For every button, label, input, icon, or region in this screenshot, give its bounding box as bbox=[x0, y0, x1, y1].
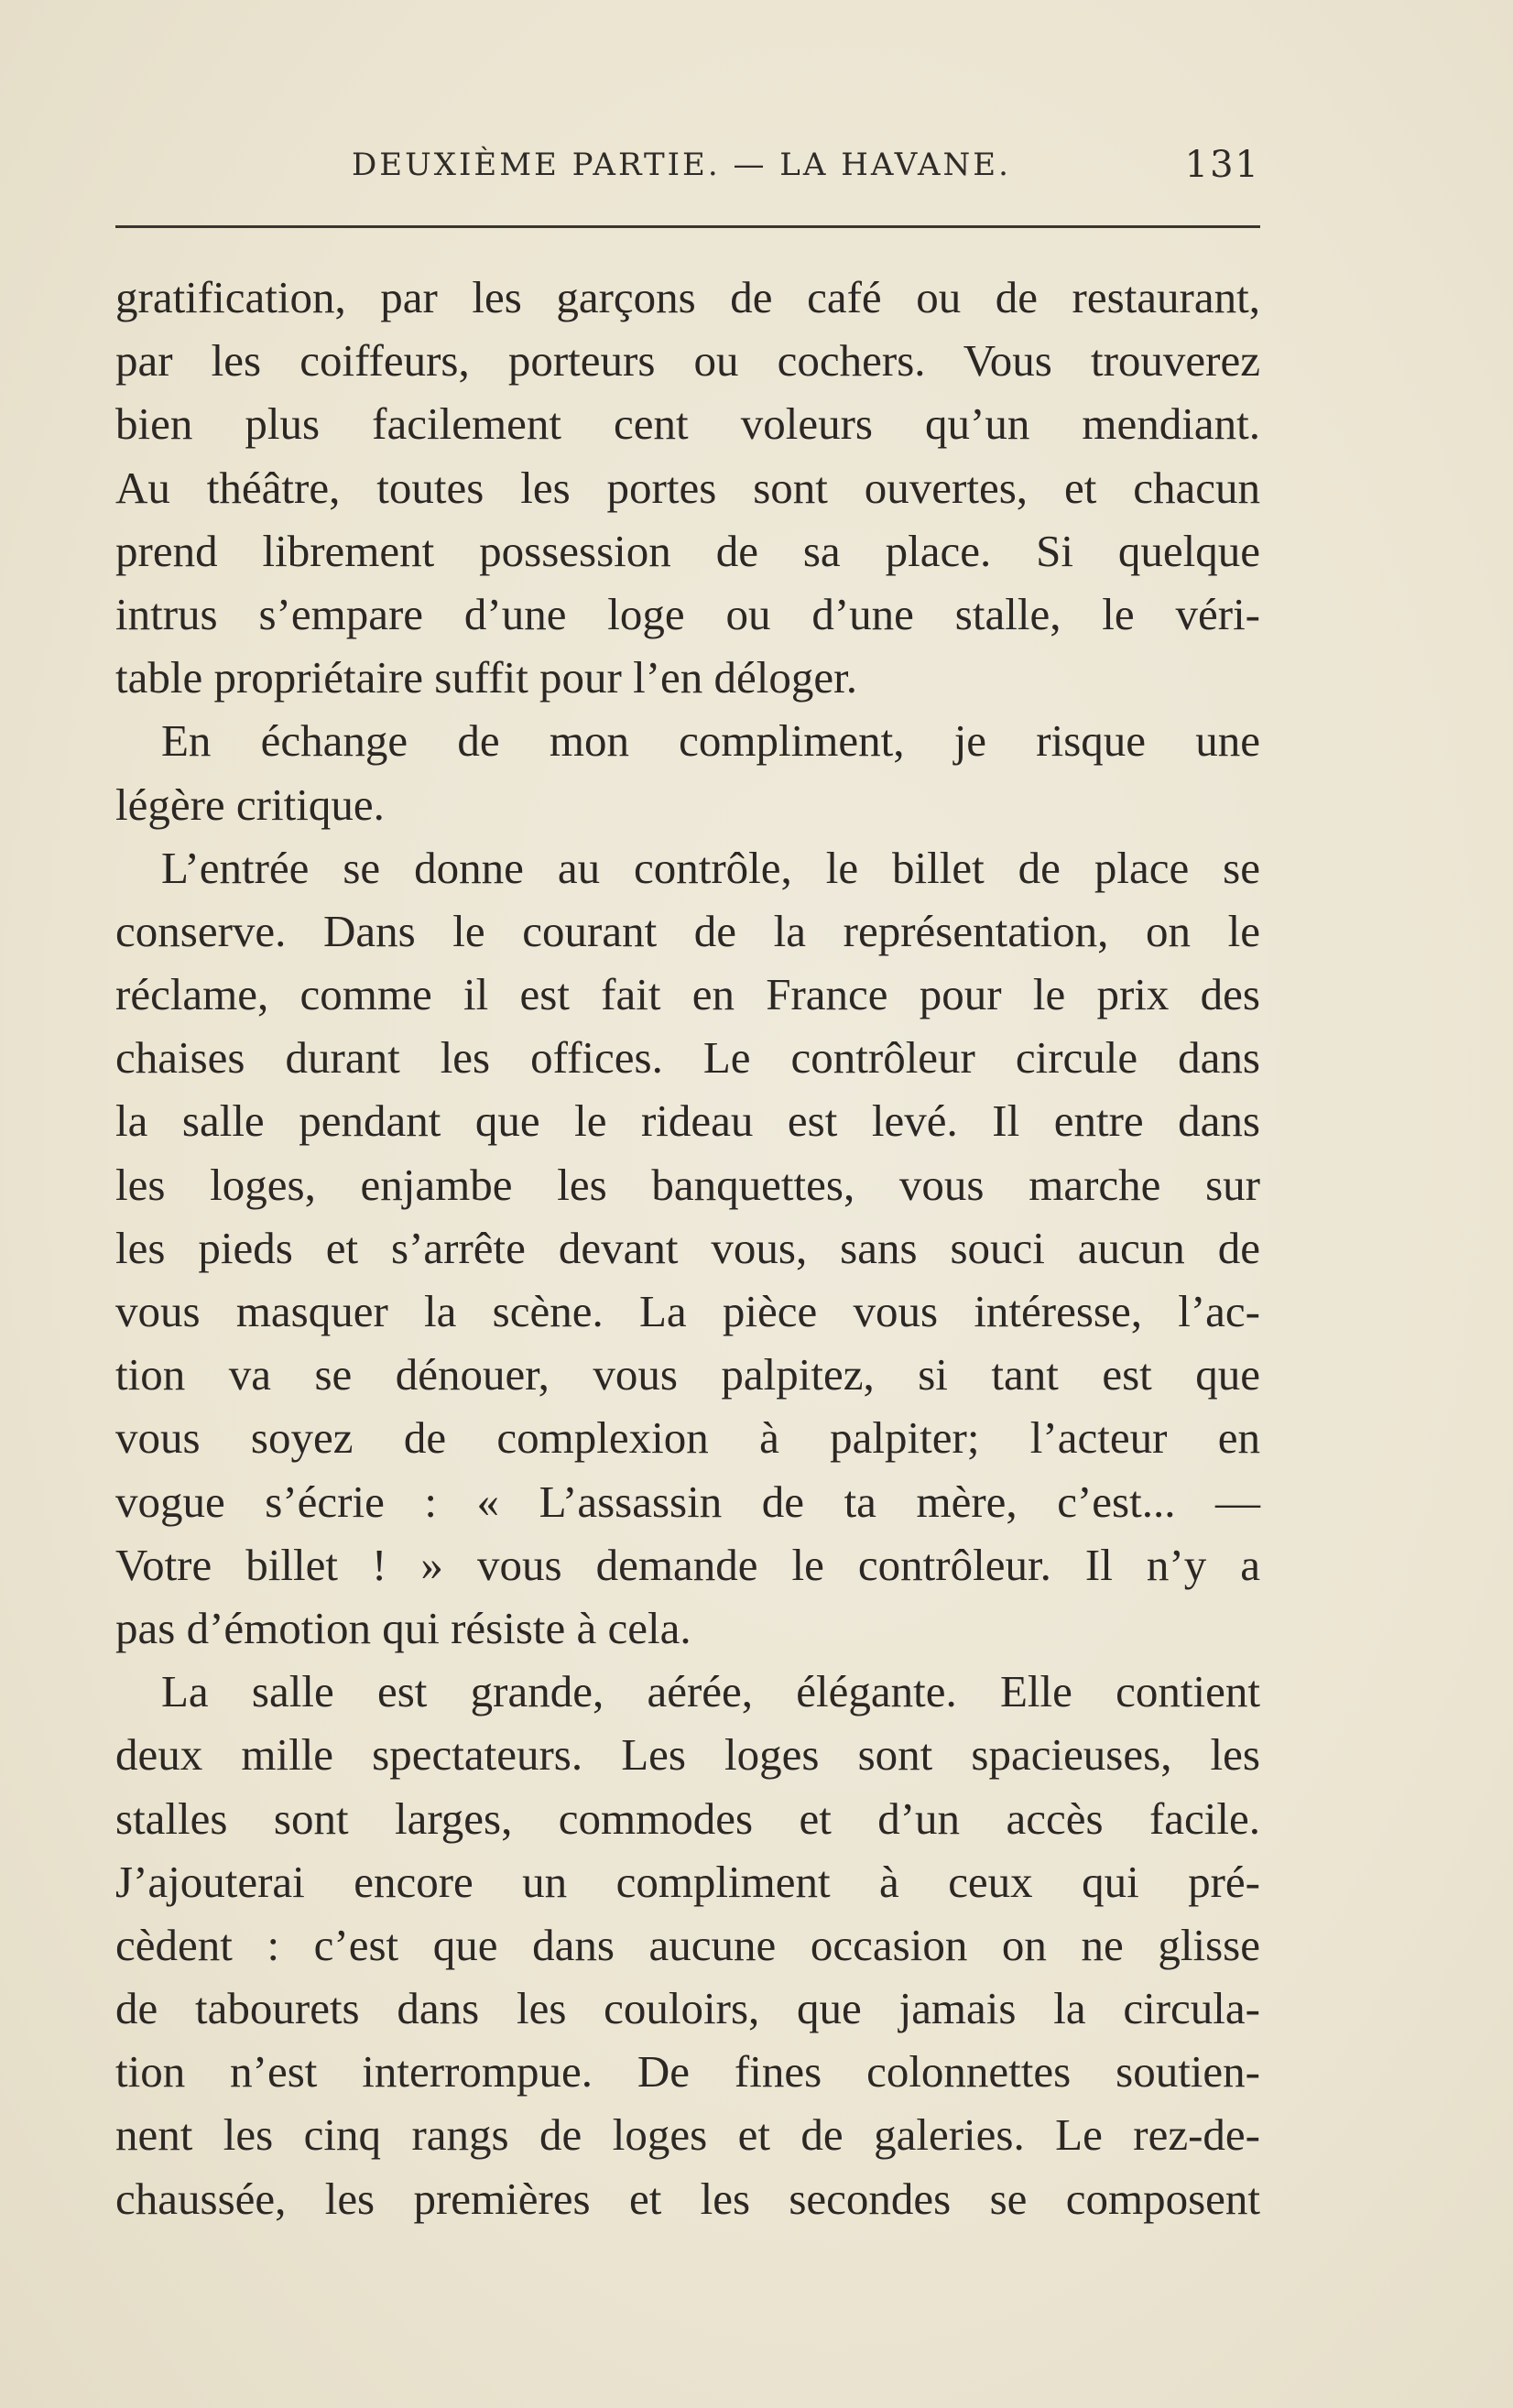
text-line: Au théâtre, toutes les portes sont ouvertes, et chacun bbox=[115, 462, 1260, 513]
text-line: J’ajouterai encore un compliment à ceux qui pré- bbox=[115, 1856, 1260, 1907]
paragraph-first-line: La salle est grande, aérée, élégante. Elle contient bbox=[161, 1666, 1260, 1717]
text-line: les pieds et s’arrête devant vous, sans souci aucun de bbox=[115, 1222, 1260, 1273]
text-line: tion va se dénouer, vous palpitez, si tant est que bbox=[115, 1349, 1260, 1400]
page-header bbox=[115, 137, 1260, 192]
text-line: cèdent : c’est que dans aucune occasion on ne glisse bbox=[115, 1919, 1260, 1970]
text-line: vous soyez de complexion à palpiter; l’acteur en bbox=[115, 1412, 1260, 1464]
text-line: par les coiffeurs, porteurs ou cochers. Vous trouverez bbox=[115, 335, 1260, 387]
text-line: deux mille spectateurs. Les loges sont spacieuses, les bbox=[115, 1729, 1260, 1781]
text-line: Votre billet ! » vous demande le contrôleur. Il n’y a bbox=[115, 1539, 1260, 1590]
text-line: bien plus facilement cent voleurs qu’un mendiant. bbox=[115, 398, 1260, 450]
page-number: 131 bbox=[1184, 144, 1260, 186]
text-line: légère critique. bbox=[115, 779, 385, 830]
text-line: les loges, enjambe les banquettes, vous marche sur bbox=[115, 1159, 1260, 1210]
text-line: tion n’est interrompue. De fines colonnettes soutien- bbox=[115, 2046, 1260, 2097]
text-line: de tabourets dans les couloirs, que jamais la circula- bbox=[115, 1983, 1260, 2034]
header-rule bbox=[115, 225, 1260, 228]
text-line: nent les cinq rangs de loges et de galeries. Le rez-de- bbox=[115, 2109, 1260, 2161]
text-line: gratification, par les garçons de café ou de restaurant, bbox=[115, 272, 1260, 322]
text-line: pas d’émotion qui résiste à cela. bbox=[115, 1602, 691, 1653]
text-line: la salle pendant que le rideau est levé. Il entre dans bbox=[115, 1095, 1260, 1147]
text-line: réclame, comme il est fait en France pour le prix des bbox=[115, 969, 1260, 1020]
text-line: chaises durant les offices. Le contrôleur circule dans bbox=[115, 1032, 1260, 1084]
paragraph-first-line: L’entrée se donne au contrôle, le billet de place se bbox=[161, 842, 1260, 893]
text-line: intrus s’empare d’une loge ou d’une stalle, le véri- bbox=[115, 588, 1260, 639]
text-line: vogue s’écrie : « L’assassin de ta mère, c’est... — bbox=[115, 1476, 1260, 1527]
text-line: stalles sont larges, commodes et d’un accès facile. bbox=[115, 1792, 1260, 1844]
paragraph-first-line: En échange de mon compliment, je risque une bbox=[161, 715, 1260, 767]
text-line: chaussée, les premières et les secondes se composent bbox=[115, 2173, 1260, 2224]
text-line: table propriétaire suffit pour l’en déloger. bbox=[115, 652, 858, 703]
running-title: DEUXIÈME PARTIE. — LA HAVANE. bbox=[352, 147, 1011, 183]
text-line: conserve. Dans le courant de la représentation, on le bbox=[115, 905, 1260, 956]
text-line: vous masquer la scène. La pièce vous intéresse, l’ac- bbox=[115, 1286, 1260, 1336]
body-text bbox=[115, 266, 1260, 2230]
text-line: prend librement possession de sa place. Si quelque bbox=[115, 525, 1260, 576]
